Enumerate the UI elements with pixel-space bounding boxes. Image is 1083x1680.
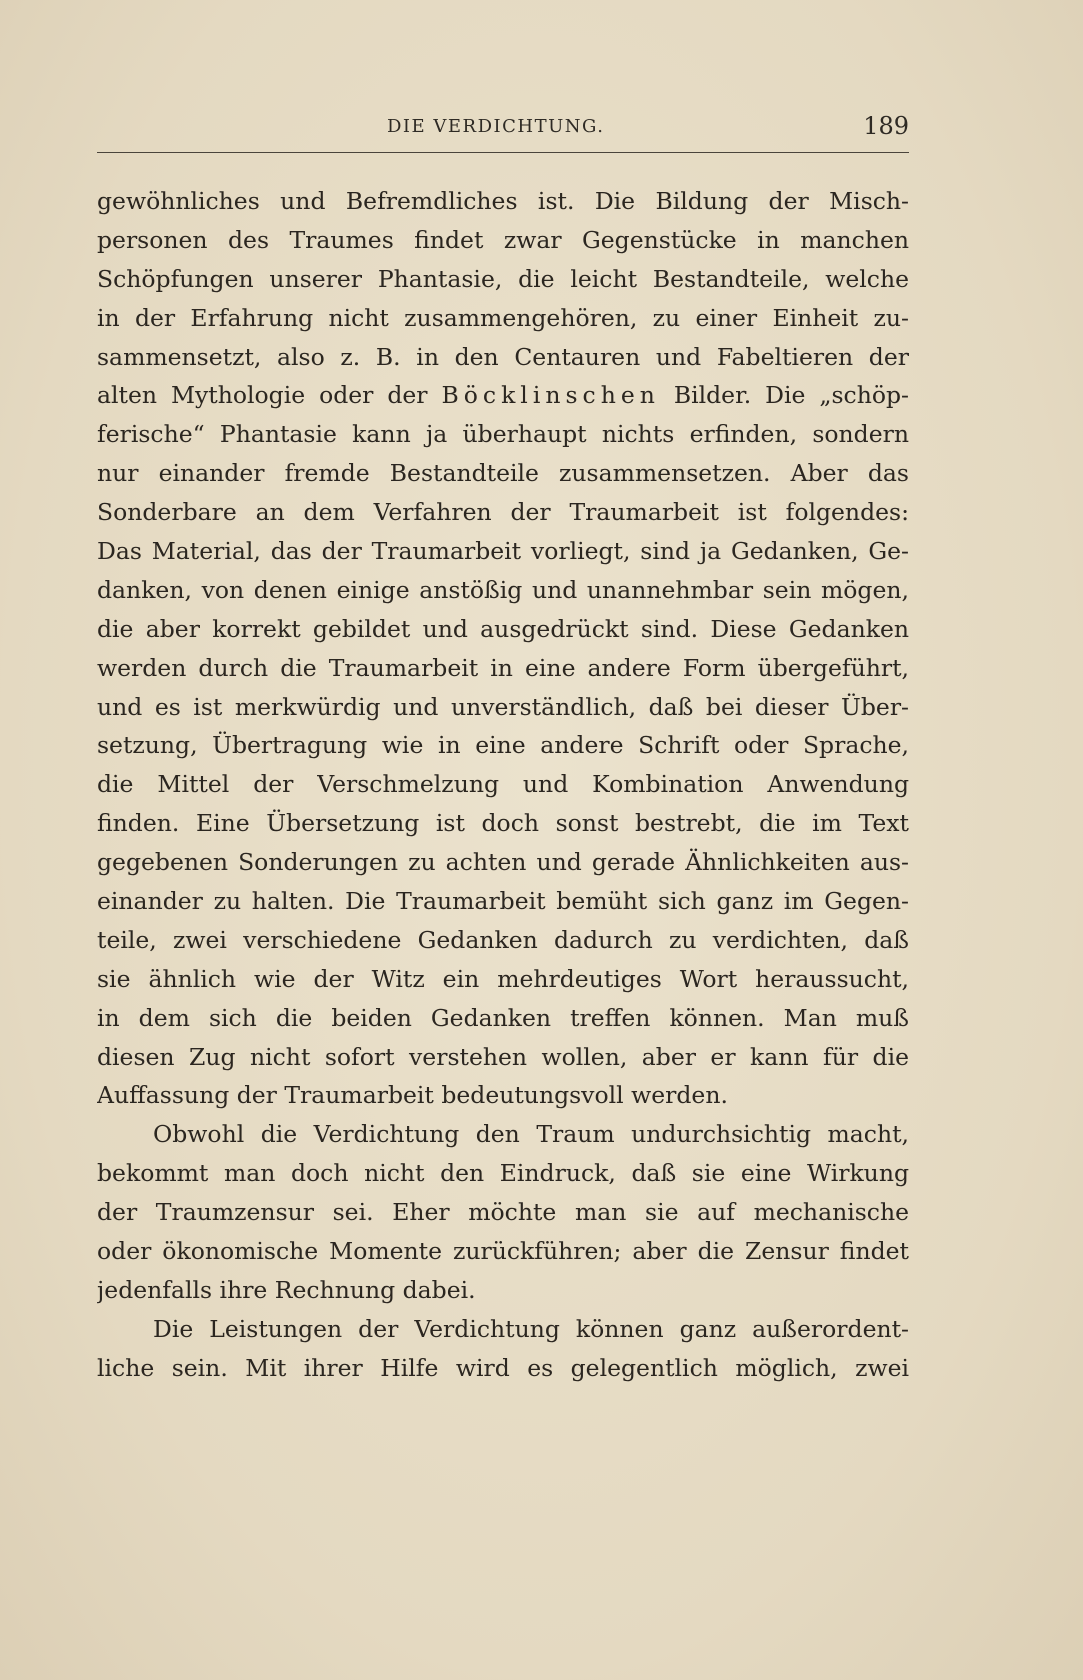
text-line: gewöhnliches und Befremdliches ist. Die Bildung der Misch- [97, 187, 909, 215]
spaced-name: Böcklinschen [441, 381, 660, 410]
text-line: finden. Eine Übersetzung ist doch sonst bestrebt, die im Text [97, 809, 909, 838]
paragraph-first-line: Obwohl die Verdichtung den Traum undurchsichtig macht, [153, 1120, 909, 1149]
paragraph-end-line: Auffassung der Traumarbeit bedeutungsvoll werden. [97, 1081, 728, 1110]
text-line: nur einander fremde Bestandteile zusammensetzen. Aber das [97, 459, 909, 488]
text-line: Sonderbare an dem Verfahren der Traumarbeit ist folgendes: [97, 498, 909, 527]
text-line: ferische“ Phantasie kann ja überhaupt nichts erfinden, sondern [97, 420, 909, 449]
text-line: und es ist merkwürdig und unverständlich, daß bei dieser Über- [97, 692, 909, 721]
text-line: die Mittel der Verschmelzung und Kombination Anwendung [97, 770, 909, 799]
paragraph-end-line: jedenfalls ihre Rechnung dabei. [97, 1275, 476, 1304]
text-line: gegebenen Sonderungen zu achten und gerade Ähnlichkeiten aus- [97, 848, 909, 877]
text-line: sammensetzt, also z. B. in den Centauren und Fabeltieren der [97, 342, 909, 371]
text-line: die aber korrekt gebildet und ausgedrückt sind. Diese Gedanken [97, 614, 909, 643]
text-line [97, 376, 909, 415]
text-fragment: Bilder. Die „schöp- [673, 381, 909, 410]
running-head: DIE VERDICHTUNG. [387, 116, 605, 137]
text-fragment: alten Mythologie oder der [97, 381, 442, 410]
page-number: 189 [863, 112, 909, 140]
text-line: oder ökonomische Momente zurückführen; aber die Zensur findet [97, 1237, 909, 1266]
paragraph-first-line: Die Leistungen der Verdichtung können ganz außerordent- [153, 1314, 909, 1343]
page-header [97, 112, 909, 153]
text-line: einander zu halten. Die Traumarbeit bemüht sich ganz im Gegen- [97, 887, 909, 916]
text-line: setzung, Übertragung wie in eine andere Schrift oder Sprache, [97, 731, 909, 760]
text-line: liche sein. Mit ihrer Hilfe wird es gelegentlich möglich, zwei [97, 1353, 909, 1382]
text-line: bekommt man doch nicht den Eindruck, daß sie eine Wirkung [97, 1159, 909, 1188]
text-line: danken, von denen einige anstößig und unannehmbar sein mögen, [97, 575, 909, 604]
text-line: sie ähnlich wie der Witz ein mehrdeutiges Wort heraussucht, [97, 964, 909, 993]
text-line: in dem sich die beiden Gedanken treffen können. Man muß [97, 1003, 909, 1032]
text-line: Das Material, das der Traumarbeit vorliegt, sind ja Gedanken, Ge- [97, 537, 909, 566]
text-line: diesen Zug nicht sofort verstehen wollen, aber er kann für die [97, 1042, 909, 1071]
body-text [97, 182, 909, 1388]
text-line: teile, zwei verschiedene Gedanken dadurch zu verdichten, daß [97, 925, 909, 954]
text-line: der Traumzensur sei. Eher möchte man sie auf mechanische [97, 1198, 909, 1227]
text-line: werden durch die Traumarbeit in eine andere Form übergeführt, [97, 653, 909, 682]
text-line: Schöpfungen unserer Phantasie, die leicht Bestandteile, welche [97, 264, 909, 293]
text-line: personen des Traumes findet zwar Gegenstücke in manchen [97, 225, 909, 254]
text-line: in der Erfahrung nicht zusammengehören, zu einer Einheit zu- [97, 303, 909, 332]
